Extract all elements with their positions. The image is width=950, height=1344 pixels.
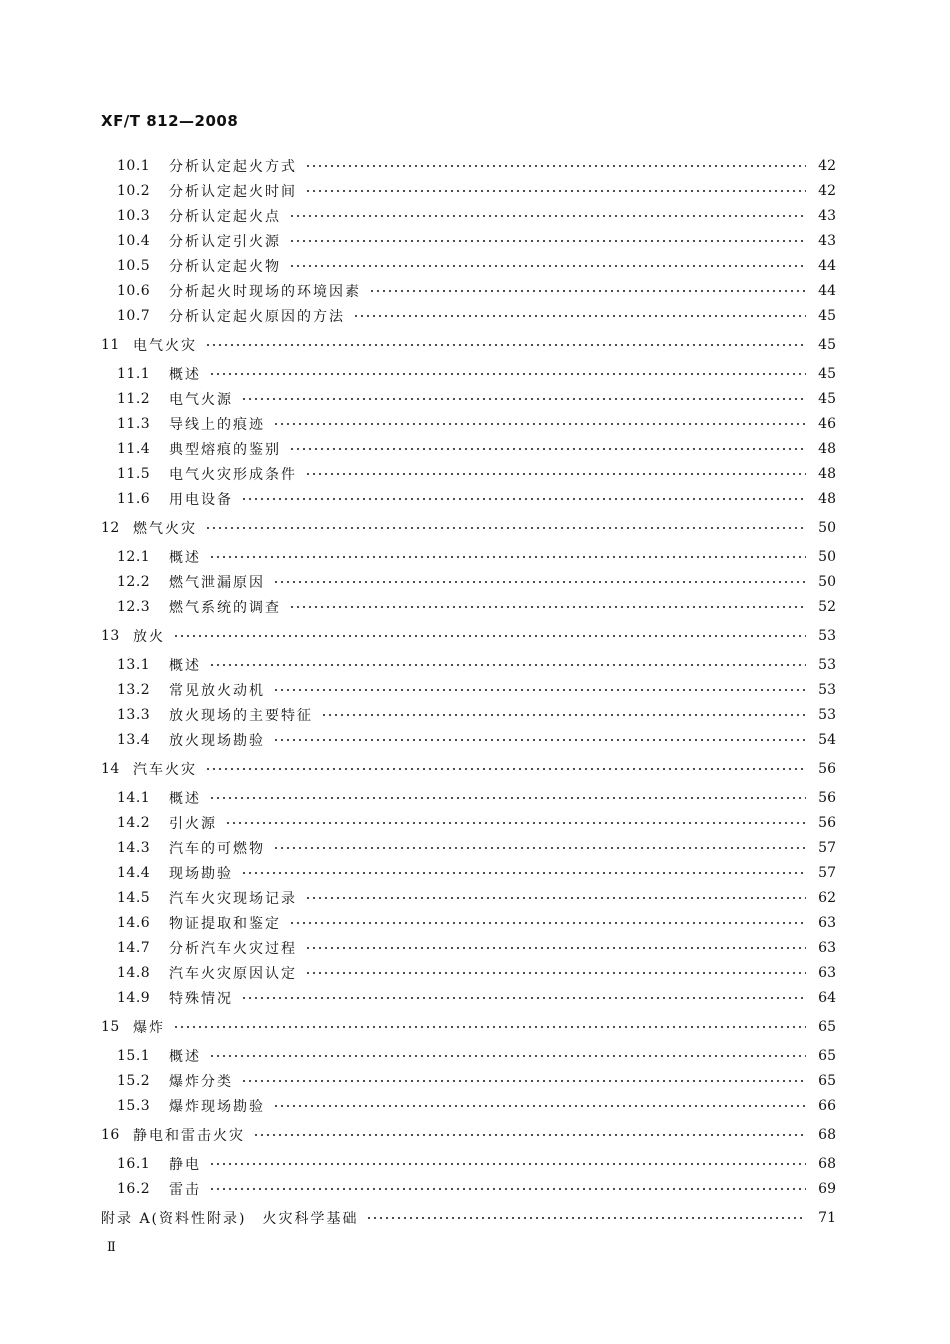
toc-number: 15.2 (117, 1072, 151, 1089)
toc-title: 附录 A(资料性附录) 火灾科学基础 (101, 1210, 359, 1227)
toc-chapter[interactable] (101, 756, 836, 781)
toc-page-number: 53 (818, 627, 836, 644)
toc-section[interactable] (117, 303, 836, 328)
toc-title: 燃气火灾 (133, 520, 197, 537)
toc-chapter[interactable] (101, 1122, 836, 1147)
toc-appendix[interactable] (101, 1205, 836, 1230)
toc-title: 分析认定起火时间 (169, 183, 297, 200)
toc-number: 16 (101, 1126, 120, 1143)
dot-leader (209, 1055, 806, 1057)
toc-section[interactable] (117, 1176, 836, 1201)
toc-page-number: 44 (818, 257, 836, 274)
dot-leader (305, 972, 806, 974)
toc-page-number: 62 (818, 889, 836, 906)
toc-chapter[interactable] (101, 515, 836, 540)
toc-number: 14.1 (117, 789, 151, 806)
toc-title: 概述 (169, 790, 201, 807)
toc-number: 11 (101, 336, 120, 353)
toc-section[interactable] (117, 1093, 836, 1118)
toc-chapter[interactable] (101, 623, 836, 648)
toc-title: 典型熔痕的鉴别 (169, 441, 281, 458)
toc-section[interactable] (117, 544, 836, 569)
toc-page-number: 64 (818, 989, 836, 1006)
toc-page-number: 57 (818, 839, 836, 856)
toc-page-number: 69 (818, 1180, 836, 1197)
toc-page-number: 50 (818, 519, 836, 536)
toc-number: 13.2 (117, 681, 151, 698)
toc-page-number: 65 (818, 1018, 836, 1035)
toc-title: 分析认定起火物 (169, 258, 281, 275)
toc-section[interactable] (117, 386, 836, 411)
dot-leader (289, 448, 806, 450)
toc-page-number: 65 (818, 1047, 836, 1064)
toc-number: 11.4 (117, 440, 151, 457)
dot-leader (225, 822, 806, 824)
toc-title: 静电 (169, 1156, 201, 1173)
toc-section[interactable] (117, 228, 836, 253)
toc-section[interactable] (117, 569, 836, 594)
dot-leader (209, 664, 806, 666)
toc-number: 12.1 (117, 548, 151, 565)
toc-page-number: 45 (818, 336, 836, 353)
toc-page-number: 65 (818, 1072, 836, 1089)
toc-number: 14.6 (117, 914, 151, 931)
toc-number: 16.2 (117, 1180, 151, 1197)
toc-number: 14.3 (117, 839, 151, 856)
toc-page-number: 44 (818, 282, 836, 299)
toc-page-number: 56 (818, 760, 836, 777)
dot-leader (273, 1105, 806, 1107)
dot-leader (366, 1217, 806, 1219)
toc-title: 分析认定起火方式 (169, 158, 297, 175)
dot-leader (305, 947, 806, 949)
toc-page-number: 50 (818, 548, 836, 565)
toc-section[interactable] (117, 436, 836, 461)
toc-title: 放火现场的主要特征 (169, 707, 313, 724)
toc-section[interactable] (117, 361, 836, 386)
dot-leader (173, 635, 806, 637)
document-header: XF/T 812—2008 (101, 112, 239, 130)
toc-page-number: 46 (818, 415, 836, 432)
toc-title: 概述 (169, 1048, 201, 1065)
toc-number: 12.2 (117, 573, 151, 590)
toc-section[interactable] (117, 178, 836, 203)
toc-number: 10.5 (117, 257, 151, 274)
toc-page-number: 48 (818, 440, 836, 457)
dot-leader (173, 1026, 806, 1028)
toc-section[interactable] (117, 486, 836, 511)
toc-page-number: 63 (818, 914, 836, 931)
toc-number: 14.5 (117, 889, 151, 906)
dot-leader (241, 398, 806, 400)
toc-page-number: 45 (818, 390, 836, 407)
dot-leader (305, 897, 806, 899)
toc-number: 11.3 (117, 415, 151, 432)
toc-number: 13 (101, 627, 120, 644)
toc-title: 电气火源 (169, 391, 233, 408)
toc-number: 10.7 (117, 307, 151, 324)
toc-title: 汽车火灾现场记录 (169, 890, 297, 907)
toc-page-number: 63 (818, 964, 836, 981)
toc-title: 现场勘验 (169, 865, 233, 882)
toc-section[interactable] (117, 860, 836, 885)
toc-title: 爆炸现场勘验 (169, 1098, 265, 1115)
toc-page-number: 57 (818, 864, 836, 881)
toc-number: 11.5 (117, 465, 151, 482)
toc-section[interactable] (117, 153, 836, 178)
toc-title: 物证提取和鉴定 (169, 915, 281, 932)
toc-page-number: 53 (818, 656, 836, 673)
toc-title: 爆炸 (133, 1019, 165, 1036)
toc-section[interactable] (117, 677, 836, 702)
toc-section[interactable] (117, 885, 836, 910)
toc-section[interactable] (117, 960, 836, 985)
toc-page-number: 42 (818, 182, 836, 199)
toc-number: 14 (101, 760, 120, 777)
dot-leader (209, 373, 806, 375)
toc-page-number: 50 (818, 573, 836, 590)
toc-section[interactable] (117, 652, 836, 677)
toc-title: 放火现场勘验 (169, 732, 265, 749)
toc-page-number: 52 (818, 598, 836, 615)
toc-title: 特殊情况 (169, 990, 233, 1007)
toc-title: 汽车的可燃物 (169, 840, 265, 857)
dot-leader (205, 344, 806, 346)
toc-title: 分析起火时现场的环境因素 (169, 283, 361, 300)
toc-page-number: 45 (818, 307, 836, 324)
toc-number: 13.3 (117, 706, 151, 723)
dot-leader (289, 922, 806, 924)
toc-page-number: 43 (818, 207, 836, 224)
dot-leader (205, 768, 806, 770)
toc-title: 爆炸分类 (169, 1073, 233, 1090)
toc-section[interactable] (117, 411, 836, 436)
toc-title: 概述 (169, 549, 201, 566)
toc-number: 13.4 (117, 731, 151, 748)
toc-page-number: 53 (818, 706, 836, 723)
dot-leader (273, 847, 806, 849)
toc-page-number: 43 (818, 232, 836, 249)
toc-section[interactable] (117, 785, 836, 810)
toc-page-number: 54 (818, 731, 836, 748)
dot-leader (209, 797, 806, 799)
toc-section[interactable] (117, 935, 836, 960)
toc-number: 16.1 (117, 1155, 151, 1172)
toc-section[interactable] (117, 910, 836, 935)
toc-section[interactable] (117, 810, 836, 835)
toc-title: 汽车火灾 (133, 761, 197, 778)
toc-title: 汽车火灾原因认定 (169, 965, 297, 982)
toc-title: 常见放火动机 (169, 682, 265, 699)
toc-title: 分析汽车火灾过程 (169, 940, 297, 957)
toc-page-number: 66 (818, 1097, 836, 1114)
toc-number: 10.4 (117, 232, 151, 249)
toc-title: 分析认定起火点 (169, 208, 281, 225)
toc-section[interactable] (117, 1043, 836, 1068)
toc-number: 14.2 (117, 814, 151, 831)
toc-page-number: 68 (818, 1126, 836, 1143)
toc-number: 12 (101, 519, 120, 536)
toc-title: 燃气泄漏原因 (169, 574, 265, 591)
dot-leader (305, 190, 806, 192)
toc-section[interactable] (117, 278, 836, 303)
dot-leader (353, 315, 806, 317)
toc-title: 用电设备 (169, 491, 233, 508)
toc-number: 13.1 (117, 656, 151, 673)
toc-page-number: 45 (818, 365, 836, 382)
toc-number: 10.2 (117, 182, 151, 199)
dot-leader (273, 581, 806, 583)
toc-page-number: 53 (818, 681, 836, 698)
dot-leader (209, 1188, 806, 1190)
dot-leader (241, 997, 806, 999)
dot-leader (241, 498, 806, 500)
toc-number: 12.3 (117, 598, 151, 615)
toc-number: 11.2 (117, 390, 151, 407)
dot-leader (289, 240, 806, 242)
toc-number: 14.9 (117, 989, 151, 1006)
toc-page-number: 48 (818, 465, 836, 482)
toc-title: 电气火灾 (133, 337, 197, 354)
toc-number: 15.3 (117, 1097, 151, 1114)
toc-number: 10.1 (117, 157, 151, 174)
toc-title: 引火源 (169, 815, 217, 832)
toc-section[interactable] (117, 985, 836, 1010)
toc-section[interactable] (117, 253, 836, 278)
toc-section[interactable] (117, 461, 836, 486)
toc-number: 11.6 (117, 490, 151, 507)
toc-section[interactable] (117, 727, 836, 752)
dot-leader (241, 872, 806, 874)
toc-number: 15 (101, 1018, 120, 1035)
dot-leader (273, 423, 806, 425)
dot-leader (209, 1163, 806, 1165)
toc-page-number: 56 (818, 814, 836, 831)
toc-section[interactable] (117, 835, 836, 860)
toc-title: 概述 (169, 366, 201, 383)
toc-title: 概述 (169, 657, 201, 674)
dot-leader (305, 165, 806, 167)
dot-leader (289, 215, 806, 217)
toc-title: 分析认定引火源 (169, 233, 281, 250)
toc-title: 分析认定起火原因的方法 (169, 308, 345, 325)
toc-section[interactable] (117, 1068, 836, 1093)
dot-leader (305, 473, 806, 475)
dot-leader (273, 689, 806, 691)
toc-page-number: 68 (818, 1155, 836, 1172)
toc-section[interactable] (117, 1151, 836, 1176)
toc-title: 雷击 (169, 1181, 201, 1198)
toc-page-number: 56 (818, 789, 836, 806)
page-number: Ⅱ (107, 1240, 116, 1255)
toc-title: 燃气系统的调查 (169, 599, 281, 616)
toc-page-number: 71 (818, 1209, 836, 1226)
toc-chapter[interactable] (101, 1014, 836, 1039)
toc-page-number: 48 (818, 490, 836, 507)
toc-section[interactable] (117, 203, 836, 228)
toc-number: 11.1 (117, 365, 151, 382)
toc-page-number: 42 (818, 157, 836, 174)
dot-leader (289, 265, 806, 267)
dot-leader (209, 556, 806, 558)
toc-number: 14.4 (117, 864, 151, 881)
toc-title: 导线上的痕迹 (169, 416, 265, 433)
dot-leader (241, 1080, 806, 1082)
dot-leader (369, 290, 806, 292)
toc-section[interactable] (117, 702, 836, 727)
toc-number: 15.1 (117, 1047, 151, 1064)
toc-title: 放火 (133, 628, 165, 645)
toc-chapter[interactable] (101, 332, 836, 357)
dot-leader (253, 1134, 806, 1136)
dot-leader (273, 739, 806, 741)
dot-leader (289, 606, 806, 608)
dot-leader (321, 714, 806, 716)
toc-section[interactable] (117, 594, 836, 619)
toc-number: 10.6 (117, 282, 151, 299)
toc-number: 14.8 (117, 964, 151, 981)
toc-title: 电气火灾形成条件 (169, 466, 297, 483)
dot-leader (205, 527, 806, 529)
toc-page-number: 63 (818, 939, 836, 956)
toc-number: 14.7 (117, 939, 151, 956)
toc-title: 静电和雷击火灾 (133, 1127, 245, 1144)
toc-number: 10.3 (117, 207, 151, 224)
